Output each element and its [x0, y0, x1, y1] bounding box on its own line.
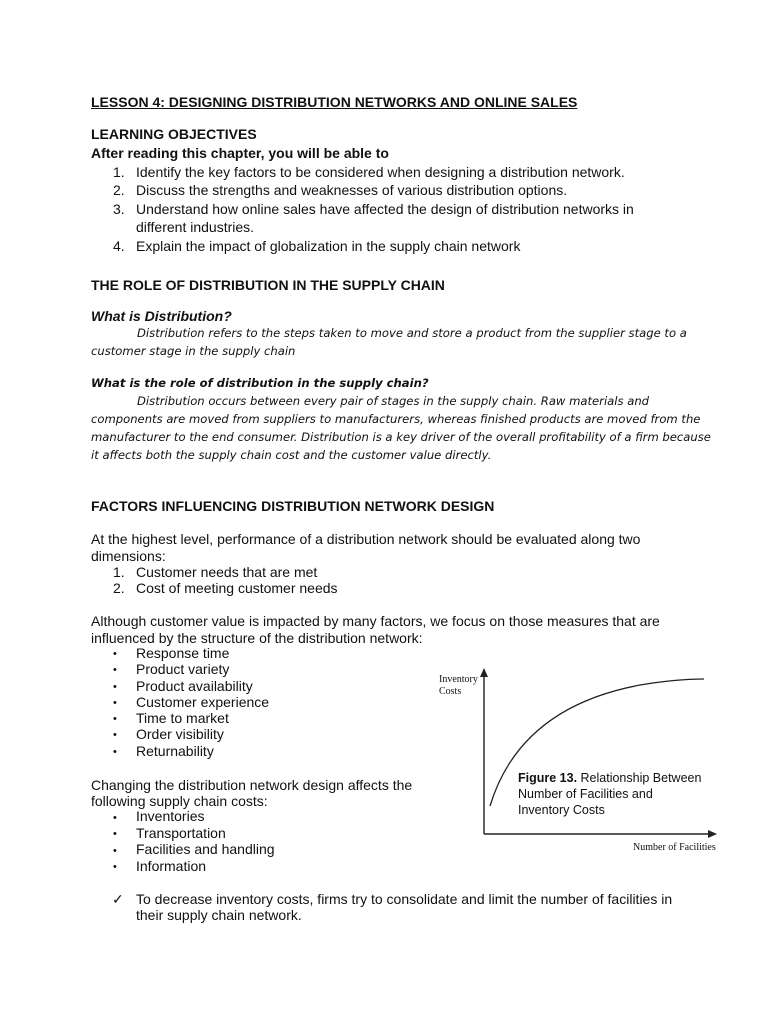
figure-caption-line: Inventory Costs: [518, 803, 605, 817]
paragraph-line: dimensions:: [91, 548, 166, 564]
figure-caption: [518, 771, 701, 785]
paragraph-line: manufacturer to the end consumer. Distribution is a key driver of the overall profitability of a firm because: [91, 430, 711, 444]
role-heading: THE ROLE OF DISTRIBUTION IN THE SUPPLY CHAIN: [91, 277, 445, 293]
paragraph-line: Changing the distribution network design affects the: [91, 777, 413, 793]
bullet: •: [113, 746, 117, 758]
answer-line: Distribution refers to the steps taken to move and store a product from the supplier stage to a: [137, 326, 687, 340]
note-line: To decrease inventory costs, firms try to consolidate and limit the number of facilities in: [136, 891, 673, 907]
dimension-number: 2.: [113, 580, 125, 596]
measure-item: Order visibility: [136, 726, 224, 742]
figure-caption-text: Relationship Between: [577, 771, 702, 785]
paragraph-line: influenced by the structure of the distribution network:: [91, 630, 423, 646]
measure-item: Product availability: [136, 678, 253, 694]
bullet: •: [113, 697, 117, 709]
x-axis-arrow-icon: [708, 830, 717, 838]
figure-graph: [430, 660, 730, 860]
objective-number: 3.: [113, 201, 125, 217]
measure-item: Customer experience: [136, 694, 270, 710]
figure-caption-line: Number of Facilities and: [518, 787, 653, 801]
measure-item: Time to market: [136, 710, 229, 726]
objective-number: 1.: [113, 164, 125, 180]
figure-caption-label: Figure 13.: [518, 771, 578, 785]
bullet: •: [113, 681, 117, 693]
paragraph-line: components are moved from suppliers to manufacturers, whereas finished products are moved from the: [91, 412, 701, 426]
cost-item: Inventories: [136, 808, 205, 824]
objective-item: Understand how online sales have affected the design of distribution networks in: [136, 201, 634, 217]
bullet: •: [113, 861, 117, 873]
y-axis-label: Costs: [439, 686, 462, 697]
measure-item: Product variety: [136, 661, 230, 677]
objectives-heading: LEARNING OBJECTIVES: [91, 126, 257, 142]
cost-item: Information: [136, 858, 207, 874]
objective-item: Explain the impact of globalization in the supply chain network: [136, 238, 521, 254]
paragraph-line: Although customer value is impacted by many factors, we focus on those measures that are: [91, 613, 660, 629]
measure-item: Response time: [136, 645, 230, 661]
dimension-number: 1.: [113, 564, 125, 580]
question-what-is-distribution: What is Distribution?: [91, 308, 232, 324]
paragraph-line: following supply chain costs:: [91, 793, 268, 809]
dimension-item: Customer needs that are met: [136, 564, 318, 580]
question-role-of-distribution: What is the role of distribution in the supply chain?: [91, 376, 429, 390]
lesson-title: LESSON 4: DESIGNING DISTRIBUTION NETWORKS AND ONLINE SALES: [91, 94, 578, 110]
objective-number: 4.: [113, 238, 125, 254]
bullet: •: [113, 664, 117, 676]
bullet: •: [113, 845, 117, 857]
note-line: their supply chain network.: [136, 907, 302, 923]
paragraph-line: Distribution occurs between every pair of stages in the supply chain. Raw materials and: [137, 394, 650, 408]
bullet: •: [113, 648, 117, 660]
objective-item-continued: different industries.: [136, 219, 255, 235]
bullet: •: [113, 828, 117, 840]
y-axis-arrow-icon: [480, 668, 488, 677]
checkmark-icon: ✓: [112, 891, 124, 907]
objective-item: Identify the key factors to be considered when designing a distribution network.: [136, 164, 625, 180]
objective-number: 2.: [113, 182, 125, 198]
objectives-intro: After reading this chapter, you will be able to: [91, 145, 389, 161]
measure-item: Returnability: [136, 743, 214, 759]
bullet: •: [113, 729, 117, 741]
cost-item: Facilities and handling: [136, 841, 275, 857]
cost-item: Transportation: [136, 825, 226, 841]
bullet: •: [113, 812, 117, 824]
paragraph-line: At the highest level, performance of a distribution network should be evaluated along two: [91, 531, 641, 547]
y-axis-label: Inventory: [439, 674, 478, 685]
dimension-item: Cost of meeting customer needs: [136, 580, 338, 596]
answer-line: customer stage in the supply chain: [91, 344, 296, 358]
paragraph-line: it affects both the supply chain cost and the customer value directly.: [91, 448, 492, 462]
factors-heading: FACTORS INFLUENCING DISTRIBUTION NETWORK DESIGN: [91, 498, 495, 514]
x-axis-label: Number of Facilities: [633, 842, 716, 853]
objective-item: Discuss the strengths and weaknesses of various distribution options.: [136, 182, 568, 198]
bullet: •: [113, 713, 117, 725]
